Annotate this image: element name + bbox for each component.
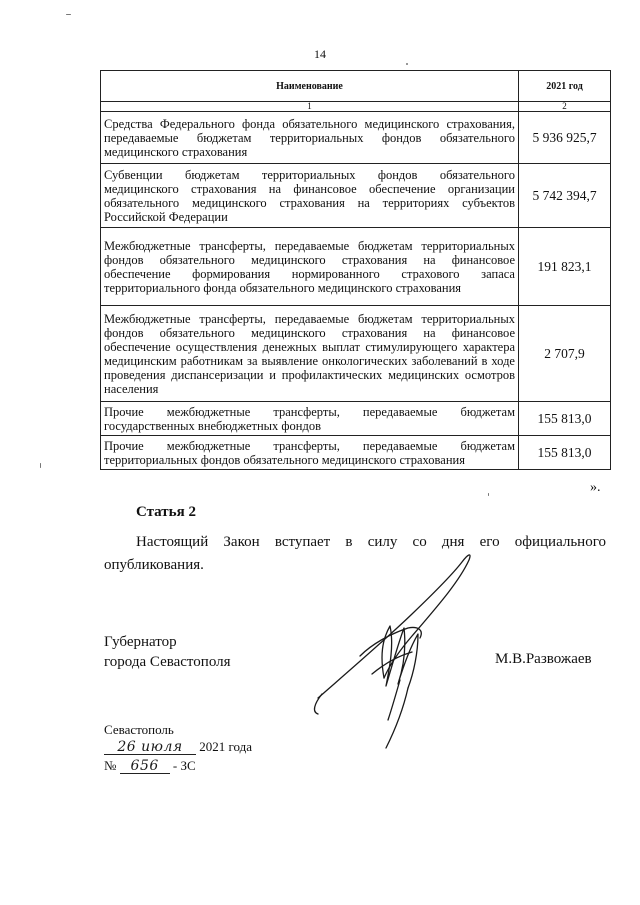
handwritten-date: 26 июля [104, 740, 196, 755]
row-amount: 5 742 394,7 [519, 164, 611, 228]
column-number: 1 [101, 102, 519, 112]
row-name: Субвенции бюджетам территориальных фондов обязательного медицинского страхования на финансовое обеспечение организации обязательного медицинского страхования на территориях субъектов Российской Федерации [101, 164, 519, 228]
row-name: Межбюджетные трансферты, передаваемые бюджетам территориальных фондов обязательного медицинского страхования на финансовое обеспечение формирования нормированного страхового запаса территориального фонда обязательного медицинского страхования [101, 228, 519, 306]
scan-speck [488, 493, 489, 496]
column-number-row [101, 102, 611, 112]
number-sign: № [104, 758, 117, 773]
table-row [101, 228, 611, 306]
scan-speck [40, 463, 41, 468]
row-amount: 2 707,9 [519, 306, 611, 402]
article-title: Статья 2 [136, 504, 196, 520]
governor-title [104, 632, 231, 672]
row-name: Межбюджетные трансферты, передаваемые бюджетам территориальных фондов обязательного медицинского страхования на финансовое обеспечение осуществления денежных выплат стимулирующего характера медицинским работникам за выявление онкологических заболеваний в ходе проведения диспансеризации и профилактических медицинских осмотров населения [101, 306, 519, 402]
table-header-row [101, 71, 611, 102]
number-suffix: - ЗС [172, 758, 196, 773]
header-year: 2021 год [519, 71, 611, 102]
signature-icon [300, 548, 500, 768]
row-amount: 5 936 925,7 [519, 112, 611, 164]
year-text: 2021 года [199, 739, 253, 754]
closing-quote: ». [590, 480, 601, 495]
governor-title-line: Губернатор [104, 634, 177, 650]
table-row [101, 436, 611, 470]
place-of-signing: Севастополь [104, 722, 174, 737]
budget-table [100, 70, 611, 470]
handwritten-number: 656 [120, 759, 170, 774]
row-amount: 155 813,0 [519, 402, 611, 436]
governor-title-line: города Севастополя [104, 654, 231, 670]
table-row [101, 306, 611, 402]
scan-speck [406, 63, 408, 65]
row-amount: 191 823,1 [519, 228, 611, 306]
page-number: 14 [314, 47, 326, 61]
article-text: Настоящий Закон вступает в силу со дня его официального опубликования. [104, 534, 606, 573]
header-name: Наименование [101, 71, 519, 102]
table-row [101, 112, 611, 164]
column-number: 2 [519, 102, 611, 112]
scan-speck [66, 14, 71, 15]
row-name: Прочие межбюджетные трансферты, передаваемые бюджетам территориальных фондов обязательного медицинского страхования [101, 436, 519, 470]
row-amount: 155 813,0 [519, 436, 611, 470]
row-name: Средства Федерального фонда обязательного медицинского страхования, передаваемые бюджетам территориальных фондов обязательного медицинского страхования [101, 112, 519, 164]
governor-name: М.В.Развожаев [495, 651, 592, 667]
date-line [104, 739, 252, 755]
row-name: Прочие межбюджетные трансферты, передаваемые бюджетам государственных внебюджетных фондов [101, 402, 519, 436]
table-row [101, 402, 611, 436]
table-row [101, 164, 611, 228]
law-number-line [104, 758, 196, 774]
